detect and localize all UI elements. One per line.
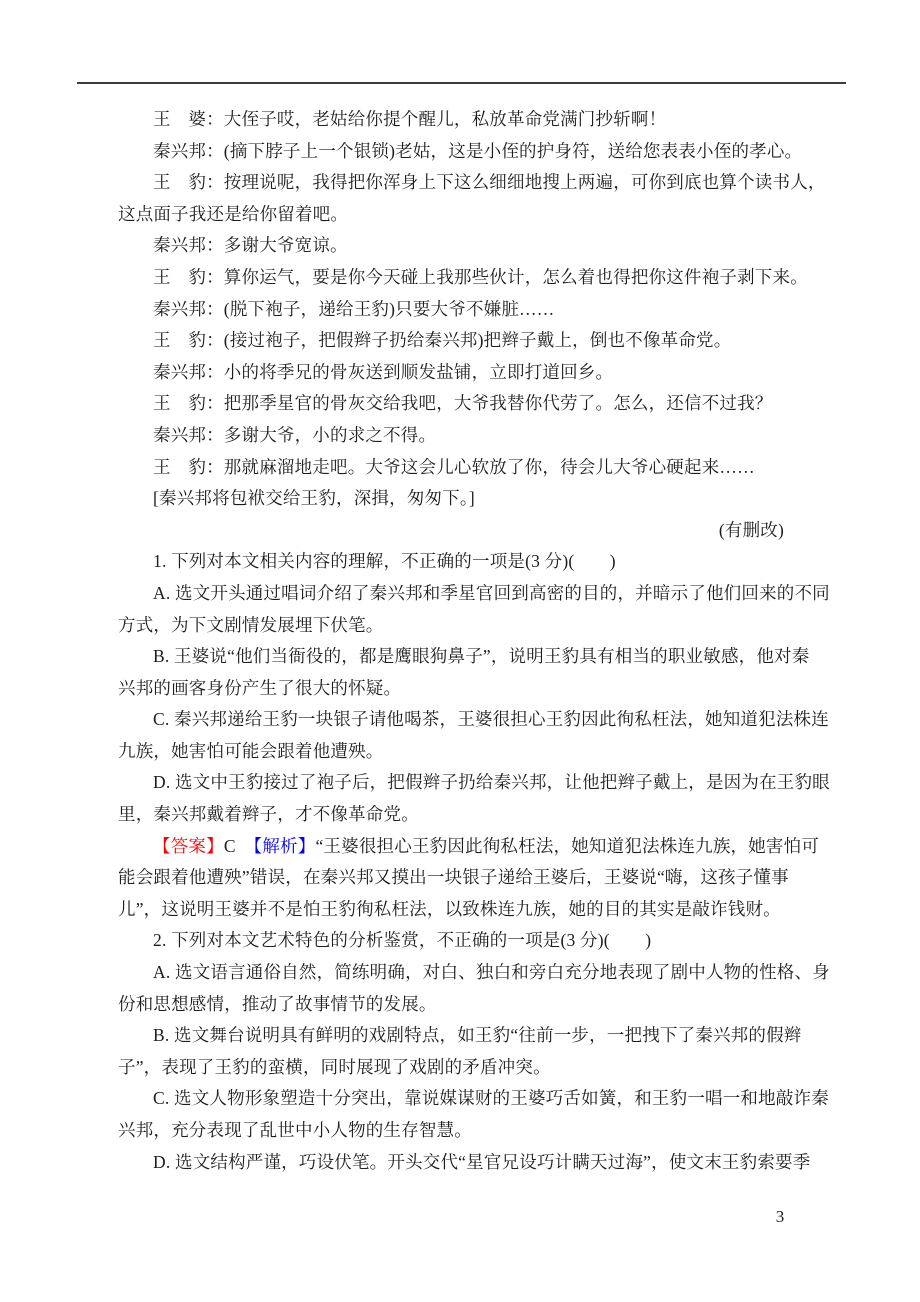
text-segment: 九族，她害怕可能会跟着他遭殃。 [118,740,384,761]
text-segment: 份和思想感情，推动了故事情节的发展。 [118,993,437,1014]
text-segment: C. 秦兴邦递给王豹一块银子请他喝茶，王婆很担心王豹因此徇私枉法，她知道犯法株连 [153,709,829,730]
text-line-option-wrap [118,1115,808,1147]
document-body [118,104,830,1178]
text-segment: 兴邦，充分表现了乱世中小人物的生存智慧。 [118,1120,472,1140]
text-segment: 秦兴邦：(摘下脖子上一个银锁)老姑，这是小侄的护身符，送给您表表小侄的孝心。 [153,140,803,161]
text-line-dialogue [118,325,808,357]
text-line-stage-direction [118,483,808,515]
text-segment: 儿”，这说明王婆并不是怕王豹徇私枉法，以致株连九族，她的目的其实是敲诈钱财。 [118,898,781,919]
text-line-option-wrap [118,610,808,642]
text-segment: A. 选文语言通俗自然，简练明确，对白、独白和旁白充分地表现了剧中人物的性格、身 [153,962,830,983]
text-line-answer-wrap [118,894,808,926]
text-line-option [118,641,808,673]
text-line-dialogue [118,420,808,452]
text-line-dialogue-wrap [118,199,808,231]
text-segment: B. 选文舞台说明具有鲜明的戏剧特点，如王豹“往前一步，一把拽下了秦兴邦的假辫 [153,1025,802,1046]
text-line-option [118,767,830,799]
text-line-dialogue [118,388,808,420]
text-line-dialogue [118,262,808,294]
text-line-dialogue [118,294,808,326]
text-line-source-note [118,515,808,547]
text-segment: 子”，表现了王豹的蛮横，同时展现了戏剧的矛盾冲突。 [118,1056,551,1077]
text-line-option-wrap [118,799,808,831]
text-segment: B. 王婆说“他们当衙役的，都是鹰眼狗鼻子”，说明王豹具有相当的职业敏感，他对秦 [153,646,810,667]
text-segment: 能会跟着他遭殃”错误，在秦兴邦又摸出一块银子递给王婆后，王婆说“嗨，这孩子懂事 [118,867,789,888]
text-line-dialogue [118,136,808,168]
text-segment: “王婆很担心王豹因此徇私枉法，她知道犯法株连九族，她害怕可 [315,835,820,856]
text-segment: 王 豹：算你运气，要是你今天碰上我那些伙计，怎么着也得把你这件袍子剥下来。 [153,266,808,287]
text-segment: 秦兴邦：小的将季兄的骨灰送到顺发盐铺，立即打道回乡。 [153,361,614,382]
text-segment: C. 选文人物形象塑造十分突出，靠说媒谋财的王婆巧舌如簧，和王豹一唱一和地敲诈秦 [153,1088,829,1109]
text-segment: 王 豹：(接过袍子，把假辫子扔给秦兴邦)把辫子戴上，倒也不像革命党。 [153,330,732,351]
text-segment: D. 选文结构严谨，巧设伏笔。开头交代“星官兄设巧计瞒天过海”，使文末王豹索要季 [153,1151,811,1172]
header-rule [77,82,846,84]
text-line-dialogue [118,104,808,136]
text-line-dialogue [118,167,826,199]
text-line-answer [118,831,820,863]
text-segment: 王 豹：把那季星官的骨灰交给我吧，大爷我替你代劳了。怎么，还信不过我？ [153,393,773,414]
text-segment: (有删改) [718,519,784,540]
text-line-option [118,1147,811,1179]
text-segment: C [223,835,236,856]
text-segment: 秦兴邦：多谢大爷，小的求之不得。 [153,424,437,445]
text-segment: 秦兴邦：多谢大爷宽谅。 [153,235,348,256]
text-segment: 王 豹：那就麻溜地走吧。大爷这会儿心软放了你，待会儿大爷心硬起来…… [153,456,755,477]
text-segment: 1. 下列对本文相关内容的理解，不正确的一项是(3 分)( ) [153,551,616,572]
text-line-option-wrap [118,736,808,768]
text-segment: 兴邦的画客身份产生了很大的怀疑。 [118,677,402,698]
highlight-label: 【解析】 [253,835,316,856]
text-line-answer-wrap [118,862,808,894]
text-segment: D. 选文中王豹接过了袍子后，把假辫子扔给秦兴邦，让他把辫子戴上，是因为在王豹眼 [153,772,830,793]
highlight-label: 【答案】 [153,835,224,856]
text-line-option [118,1020,808,1052]
text-line-option-wrap [118,673,808,705]
text-segment: 这点面子我还是给你留着吧。 [118,203,349,224]
text-line-option [118,704,829,736]
text-line-dialogue [118,452,808,484]
text-segment: 里，秦兴邦戴着辫子，才不像革命党。 [118,804,419,825]
text-line-dialogue [118,357,808,389]
text-segment: 王 豹：按理说呢，我得把你浑身上下这么细细地搜上两遍，可你到底也算个读书人， [153,172,826,193]
text-line-question [118,546,808,578]
text-line-option-wrap [118,1052,808,1084]
text-line-option-wrap [118,989,808,1021]
text-line-dialogue [118,230,808,262]
text-segment: [秦兴邦将包袱交给王豹，深揖，匆匆下。] [153,488,475,509]
text-segment: 秦兴邦：(脱下袍子，递给王豹)只要大爷不嫌脏…… [153,298,555,319]
text-segment: 2. 下列对本文艺术特色的分析鉴赏，不正确的一项是(3 分)( ) [153,930,652,951]
text-segment [236,836,254,856]
page-number: 3 [775,1207,785,1226]
text-segment: A. 选文开头通过唱词介绍了秦兴邦和季星官回到高密的目的，并暗示了他们回来的不同 [153,582,830,603]
text-line-option [118,957,830,989]
text-line-option [118,1083,829,1115]
text-segment: 王 婆：大侄子哎，老姑给你提个醒儿，私放革命党满门抄斩啊！ [153,109,667,129]
text-segment: 方式，为下文剧情发展埋下伏笔。 [118,614,384,635]
text-line-option [118,578,830,610]
text-line-question [118,925,808,957]
